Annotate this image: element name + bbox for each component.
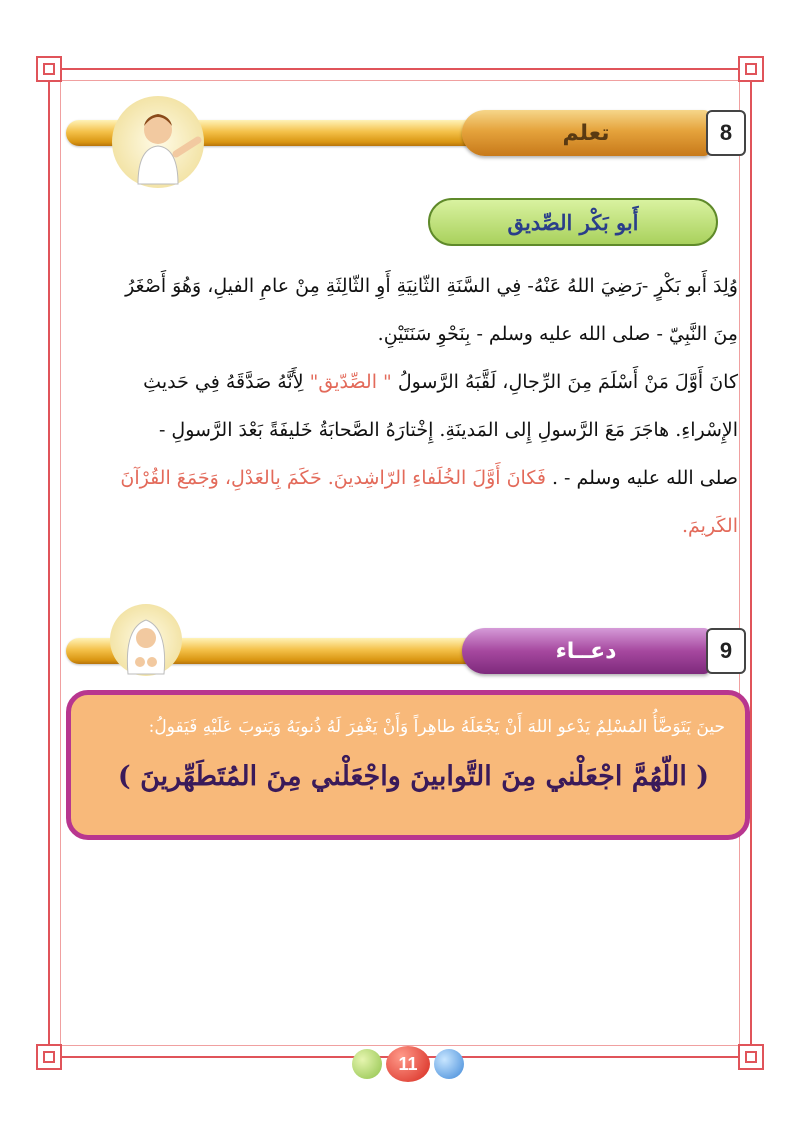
frame-corner-ornament — [36, 1044, 62, 1070]
body-line — [64, 262, 738, 310]
body-text: لِأَنَّهُ صَدَّقَهُ فِي حَديثِ — [143, 371, 310, 393]
lesson-subtitle: أَبو بَكْر الصِّديق — [428, 198, 718, 246]
section-9-title: دعــاء — [555, 638, 617, 664]
girl-avatar-illustration — [110, 604, 182, 676]
highlighted-text: " الصِّدّيق" — [309, 371, 392, 393]
body-text: الإِسْراءِ. هاجَرَ مَعَ الرَّسولِ إِلى المَدينَةِ. إِخْتارَهُ الصَّحابَةُ خَليفَةً بَعْدَ الرَّسولِ - — [158, 419, 738, 441]
boy-avatar-illustration — [112, 96, 204, 188]
body-line — [64, 454, 738, 502]
frame-corner-ornament — [738, 56, 764, 82]
section-9-title-tab — [462, 628, 710, 674]
body-text: وُلِدَ أَبو بَكْرٍ -رَضِيَ اللهُ عَنْهُ- فِي السَّنَةِ الثّانِيَةِ أَوِ الثّالِثَةِ مِنْ عامِ الفيلِ، وَهُوَ أَصْغَرُ — [125, 275, 738, 297]
section-8-title: تعلم — [562, 120, 610, 146]
frame-corner-ornament — [738, 1044, 764, 1070]
highlighted-text: الكَريمَ. — [681, 515, 738, 537]
dua-text: ( اللّهُمَّ اجْعَلْني مِنَ التَّوابينَ واجْعَلْني مِنَ المُتَطَهِّرينَ ) — [117, 761, 709, 792]
page-number-badge — [352, 1046, 464, 1082]
body-text: مِنَ النَّبِيّ - صلى الله عليه وسلم - بِنَحْوِ سَنَتَيْنِ. — [377, 323, 738, 345]
body-text: كانَ أَوَّلَ مَنْ أَسْلَمَ مِنَ الرِّجالِ، لَقَّبَهُ الرَّسولُ — [391, 371, 738, 393]
highlighted-text: فَكانَ أَوَّلَ الخُلَفاءِ الرّاشِدينَ. حَكَمَ بِالعَدْلِ، وَجَمَعَ القُرْآنَ — [120, 467, 546, 489]
lesson-body — [64, 262, 738, 550]
page-number: 11 — [386, 1046, 430, 1082]
body-line — [64, 310, 738, 358]
section-8-title-tab — [462, 110, 710, 156]
praying-girl-icon — [110, 604, 182, 676]
body-text: صلى الله عليه وسلم - . — [545, 467, 738, 489]
dua-intro: حينَ يَتَوَضَّأُ المُسْلِمُ يَدْعو اللهَ أَنْ يَجْعَلَهُ طاهِراً وَأَنْ يَغْفِرَ لَهُ ذُنوبَهُ وَيَتوبَ عَلَيْهِ فَيَقولُ: — [148, 717, 725, 737]
section-9-number: 9 — [706, 628, 746, 674]
frame-corner-ornament — [36, 56, 62, 82]
dua-box — [66, 690, 750, 840]
body-line — [64, 502, 738, 550]
green-ball-decoration — [352, 1049, 382, 1079]
body-line — [64, 406, 738, 454]
boy-icon — [112, 96, 204, 188]
body-line — [64, 358, 738, 406]
blue-ball-decoration — [434, 1049, 464, 1079]
section-8-number: 8 — [706, 110, 746, 156]
